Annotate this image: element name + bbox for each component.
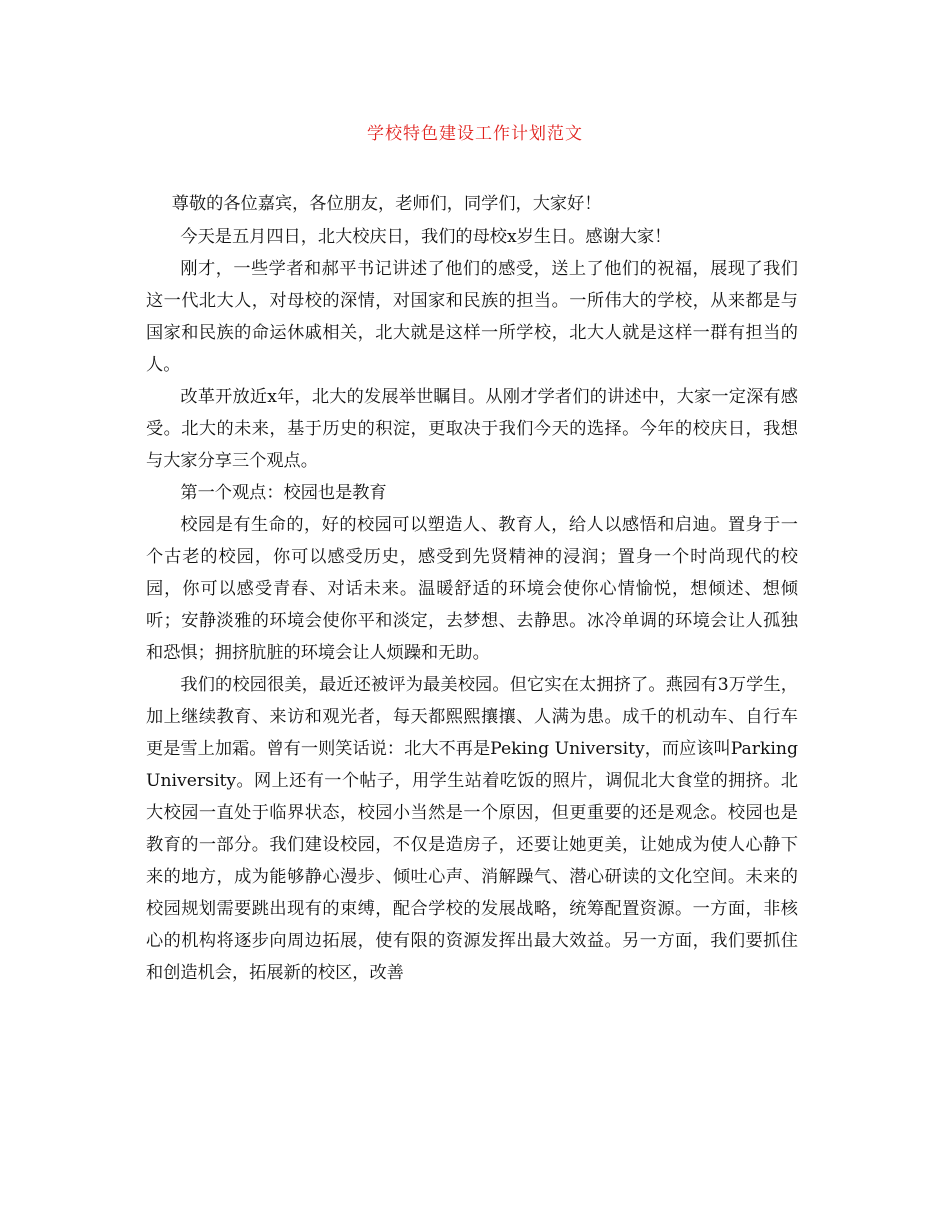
paragraph-greeting: 尊敬的各位嘉宾，各位朋友，老师们，同学们，大家好！ (171, 194, 602, 214)
paragraph: 我们的校园很美，最近还被评为最美校园。但它实在太拥挤了。燕园有3万学生，加上继续教育、来访和观光者，每天都熙熙攘攘、人满为患。成千的机动车、自行车更是雪上加霜。曾有一则笑话说：北大不再是Peking University，而应该叫Parking University。网上还有一个帖子，用学生站着吃饭的照片，调侃北大食堂的拥挤。北大校园一直处于临界状态，校园小当然是一个原因，但更重要的还是观念。校园也是教育的一部分。我们建设校园，不仅是造房子，还要让她更美，让她成为使人心静下来的地方，成为能够静心漫步、倾吐心声、消解躁气、潜心研读的文化空间。未来的校园规划需要跳出现有的束缚，配合学校的发展战略，统筹配置资源。一方面，非核心的机构将逐步向周边拓展，使有限的资源发挥出最大效益。另一方面，我们要抓住和创造机会，拓展新的校区，改善 (146, 675, 798, 983)
document-body (146, 188, 798, 989)
section-heading: 第一个观点：校园也是教育 (180, 483, 387, 503)
paragraph: 刚才，一些学者和郝平书记讲述了他们的感受，送上了他们的祝福，展现了我们这一代北大人，对母校的深情，对国家和民族的担当。一所伟大的学校，从来都是与国家和民族的命运休戚相关，北大就是这样一所学校，北大人就是这样一群有担当的人。 (146, 259, 798, 375)
paragraph: 校园是有生命的，好的校园可以塑造人、教育人，给人以感悟和启迪。置身于一个古老的校园，你可以感受历史，感受到先贤精神的浸润；置身一个时尚现代的校园，你可以感受青春、对话未来。温暖舒适的环境会使你心情愉悦，想倾述、想倾听；安静淡雅的环境会使你平和淡定，去梦想、去静思。冰冷单调的环境会让人孤独和恐惧；拥挤肮脏的环境会让人烦躁和无助。 (146, 515, 798, 663)
paragraph: 改革开放近x年，北大的发展举世瞩目。从刚才学者们的讲述中，大家一定深有感受。北大的未来，基于历史的积淀，更取决于我们今天的选择。今年的校庆日，我想与大家分享三个观点。 (146, 387, 798, 471)
paragraph: 今天是五月四日，北大校庆日，我们的母校x岁生日。感谢大家！ (180, 227, 672, 247)
document-title: 学校特色建设工作计划范文 (367, 124, 583, 144)
